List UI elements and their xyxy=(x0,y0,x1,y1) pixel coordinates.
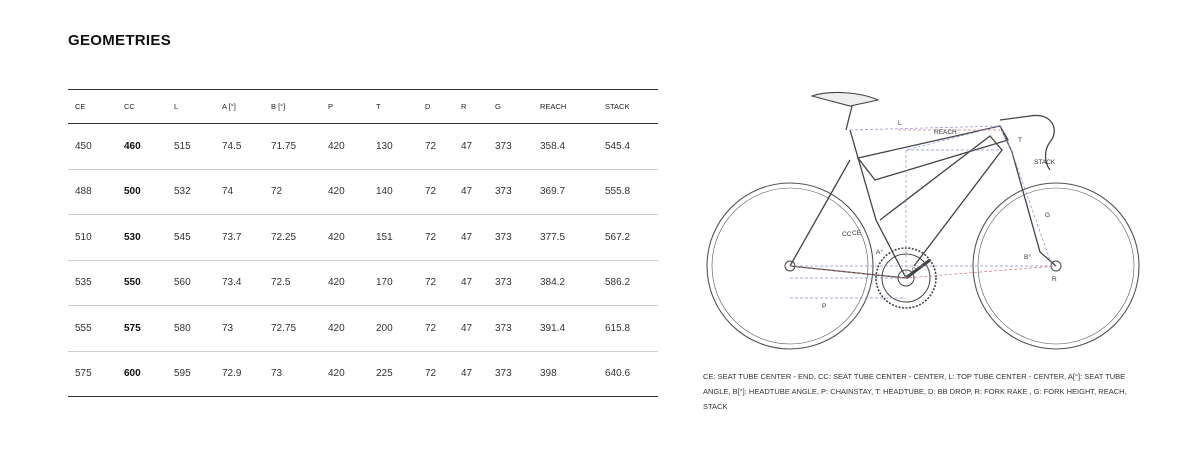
cell-p: 420 xyxy=(321,260,369,306)
cell-t: 151 xyxy=(369,215,418,261)
label-b: B° xyxy=(1024,254,1031,261)
cell-ce: 488 xyxy=(68,169,117,215)
cell-cc: 600 xyxy=(117,351,167,397)
cell-p: 420 xyxy=(321,306,369,352)
cell-a: 72.9 xyxy=(215,351,264,397)
cell-l: 532 xyxy=(167,169,215,215)
cell-d: 72 xyxy=(418,351,454,397)
bike-geometry-diagram xyxy=(700,70,1150,360)
table-row xyxy=(68,260,658,306)
cell-cc: 530 xyxy=(117,215,167,261)
cell-b: 73 xyxy=(264,351,321,397)
cell-cc: 460 xyxy=(117,124,167,170)
legend-caption: CE: SEAT TUBE CENTER - END, CC: SEAT TUBE CENTER - CENTER, L: TOP TUBE CENTER - CENTER, A[°]: SEAT TUBE ANGLE, B[°]: HEADTUBE ANGLE, P: CHAINSTAY, T: HEADTUBE, D: BB DROP, R: FORK RAKE , G: FORK HEIGHT, REACH, STACK xyxy=(703,372,1127,411)
label-stack: STACK xyxy=(1034,159,1056,166)
col-header-stack: STACK xyxy=(598,90,658,124)
label-reach: REACH xyxy=(934,129,957,136)
cell-a: 73 xyxy=(215,306,264,352)
cell-t: 130 xyxy=(369,124,418,170)
cell-d: 72 xyxy=(418,124,454,170)
cell-b: 72.25 xyxy=(264,215,321,261)
cell-a: 73.7 xyxy=(215,215,264,261)
cell-stack: 555.8 xyxy=(598,169,658,215)
bike-frame xyxy=(790,106,1056,278)
table-row xyxy=(68,215,658,261)
cell-stack: 586.2 xyxy=(598,260,658,306)
cell-p: 420 xyxy=(321,124,369,170)
cell-d: 72 xyxy=(418,215,454,261)
cell-stack: 545.4 xyxy=(598,124,658,170)
label-d: D xyxy=(912,267,917,274)
cell-g: 373 xyxy=(488,260,533,306)
cell-stack: 640.6 xyxy=(598,351,658,397)
label-cc: CC xyxy=(842,231,852,238)
cell-g: 373 xyxy=(488,124,533,170)
col-header-r: R xyxy=(454,90,488,124)
cell-l: 595 xyxy=(167,351,215,397)
table-row xyxy=(68,306,658,352)
cell-r: 47 xyxy=(454,260,488,306)
col-header-reach: REACH xyxy=(533,90,598,124)
cell-ce: 450 xyxy=(68,124,117,170)
cell-reach: 398 xyxy=(533,351,598,397)
page-title: GEOMETRIES xyxy=(68,32,172,49)
cell-cc: 550 xyxy=(117,260,167,306)
cell-ce: 510 xyxy=(68,215,117,261)
geometry-lines xyxy=(790,126,1056,298)
cell-d: 72 xyxy=(418,260,454,306)
cell-r: 47 xyxy=(454,351,488,397)
table-header-row xyxy=(68,90,658,124)
cell-reach: 391.4 xyxy=(533,306,598,352)
cell-l: 580 xyxy=(167,306,215,352)
table-row xyxy=(68,124,658,170)
col-header-t: T xyxy=(369,90,418,124)
label-ce: CE xyxy=(852,230,862,237)
cell-cc: 575 xyxy=(117,306,167,352)
cell-p: 420 xyxy=(321,169,369,215)
cell-d: 72 xyxy=(418,306,454,352)
cell-r: 47 xyxy=(454,169,488,215)
cell-reach: 369.7 xyxy=(533,169,598,215)
cell-p: 420 xyxy=(321,351,369,397)
label-p: P xyxy=(822,303,827,310)
cell-r: 47 xyxy=(454,124,488,170)
table-row xyxy=(68,351,658,397)
geometry-lines-red xyxy=(790,130,1056,278)
cell-p: 420 xyxy=(321,215,369,261)
cell-b: 71.75 xyxy=(264,124,321,170)
col-header-ce: CE xyxy=(68,90,117,124)
cell-a: 73.4 xyxy=(215,260,264,306)
cell-g: 373 xyxy=(488,169,533,215)
cell-t: 170 xyxy=(369,260,418,306)
col-header-b: B [°] xyxy=(264,90,321,124)
col-header-l: L xyxy=(167,90,215,124)
cell-t: 200 xyxy=(369,306,418,352)
label-g: G xyxy=(1045,212,1051,219)
col-header-a: A [°] xyxy=(215,90,264,124)
cell-g: 373 xyxy=(488,306,533,352)
cell-r: 47 xyxy=(454,306,488,352)
label-t: T xyxy=(1018,137,1022,144)
col-header-p: P xyxy=(321,90,369,124)
cell-a: 74 xyxy=(215,169,264,215)
cell-cc: 500 xyxy=(117,169,167,215)
cell-a: 74.5 xyxy=(215,124,264,170)
cell-g: 373 xyxy=(488,215,533,261)
cell-b: 72.75 xyxy=(264,306,321,352)
cell-ce: 535 xyxy=(68,260,117,306)
label-r: R xyxy=(1052,276,1057,283)
cell-l: 515 xyxy=(167,124,215,170)
cell-b: 72.5 xyxy=(264,260,321,306)
table-row xyxy=(68,169,658,215)
cell-l: 545 xyxy=(167,215,215,261)
cell-t: 140 xyxy=(369,169,418,215)
cell-reach: 384.2 xyxy=(533,260,598,306)
cell-ce: 575 xyxy=(68,351,117,397)
geometry-table xyxy=(68,89,658,397)
col-header-g: G xyxy=(488,90,533,124)
label-l: L xyxy=(898,120,902,127)
cell-ce: 555 xyxy=(68,306,117,352)
cell-b: 72 xyxy=(264,169,321,215)
cell-reach: 358.4 xyxy=(533,124,598,170)
cell-stack: 567.2 xyxy=(598,215,658,261)
cell-r: 47 xyxy=(454,215,488,261)
cell-reach: 377.5 xyxy=(533,215,598,261)
col-header-d: D xyxy=(418,90,454,124)
cell-g: 373 xyxy=(488,351,533,397)
cell-t: 225 xyxy=(369,351,418,397)
col-header-cc: CC xyxy=(117,90,167,124)
label-a: A° xyxy=(876,249,883,256)
cell-l: 560 xyxy=(167,260,215,306)
cell-d: 72 xyxy=(418,169,454,215)
saddle xyxy=(812,93,878,106)
cell-stack: 615.8 xyxy=(598,306,658,352)
